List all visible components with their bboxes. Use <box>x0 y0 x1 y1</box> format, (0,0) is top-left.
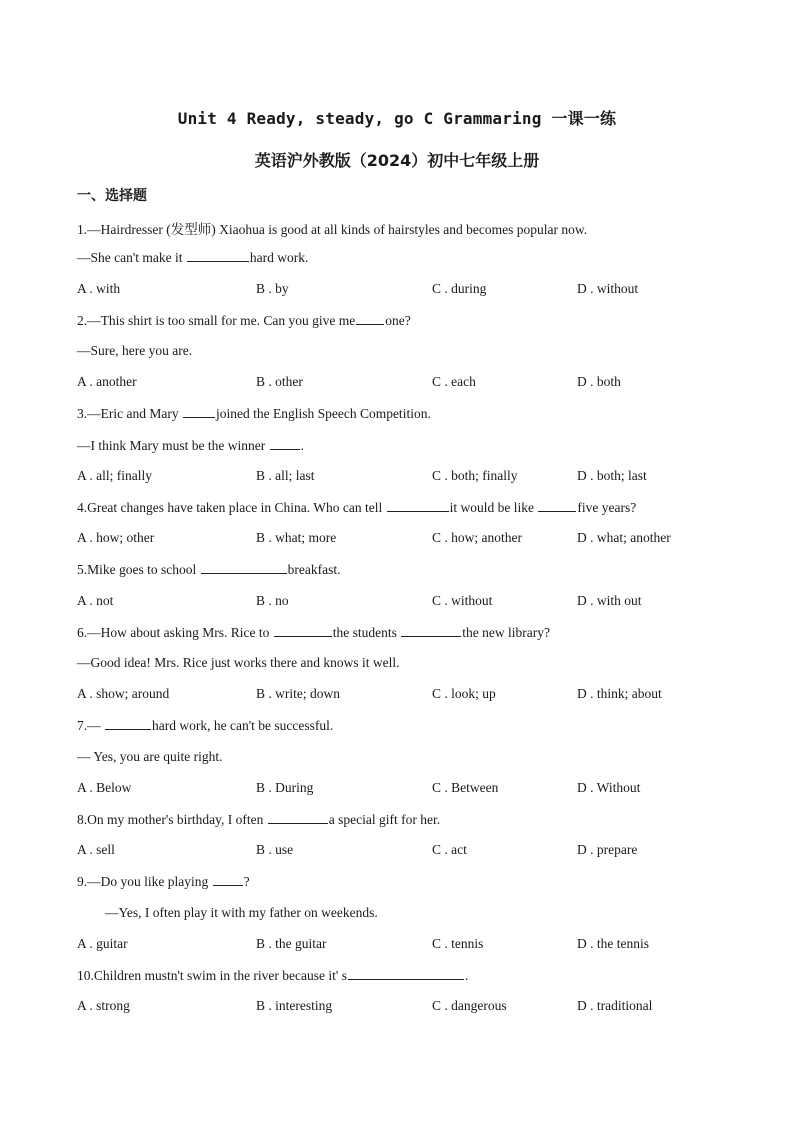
answer-blank <box>274 624 332 637</box>
question-4-option-a: A . how; other <box>77 530 155 545</box>
question-10-option-b: B . interesting <box>256 998 333 1013</box>
answer-blank <box>268 811 328 824</box>
section-heading: 一、选择题 <box>77 188 147 204</box>
question-6-stem: 6.—How about asking Mrs. Rice to the students the new library? <box>77 625 550 640</box>
page-subtitle: 英语沪外教版（2024）初中七年级上册 <box>254 151 540 170</box>
question-9-option-d: D . the tennis <box>577 936 649 951</box>
question-1-option-d: D . without <box>577 281 639 296</box>
question-8-stem: 8.On my mother's birthday, I often a special gift for her. <box>77 812 441 827</box>
question-6-option-c: C . look; up <box>432 686 496 701</box>
question-10-stem: 10.Children mustn't swim in the river because it' s . <box>77 968 469 983</box>
question-5-option-c: C . without <box>432 593 493 608</box>
question-3-option-a: A . all; finally <box>77 468 152 483</box>
question-2-option-c: C . each <box>432 374 476 389</box>
question-8-option-a: A . sell <box>77 842 115 857</box>
page-title: Unit 4 Ready, steady, go C Grammaring 一课一练 <box>177 109 617 128</box>
question-3-option-b: B . all; last <box>256 468 315 483</box>
question-3-option-c: C . both; finally <box>432 468 518 483</box>
question-7-stem: 7.— hard work, he can't be successful. <box>77 718 334 733</box>
question-4-option-c: C . how; another <box>432 530 522 545</box>
question-7-option-a: A . Below <box>77 780 132 795</box>
question-4-option-d: D . what; another <box>577 530 671 545</box>
answer-blank <box>183 405 215 418</box>
question-6-option-d: D . think; about <box>577 686 662 701</box>
answer-blank <box>187 249 249 262</box>
question-8-option-d: D . prepare <box>577 842 638 857</box>
question-1-option-c: C . during <box>432 281 487 296</box>
answer-blank <box>270 437 300 450</box>
question-9-option-c: C . tennis <box>432 936 484 951</box>
question-7-option-d: D . Without <box>577 780 641 795</box>
question-5-option-d: D . with out <box>577 593 642 608</box>
question-7-line-2: — Yes, you are quite right. <box>77 749 223 764</box>
answer-blank <box>538 499 576 512</box>
question-9-option-b: B . the guitar <box>256 936 327 951</box>
question-9-option-a: A . guitar <box>77 936 128 951</box>
question-8-option-c: C . act <box>432 842 467 857</box>
question-4-option-b: B . what; more <box>256 530 337 545</box>
answer-blank <box>356 312 384 325</box>
question-3-option-d: D . both; last <box>577 468 647 483</box>
question-9-stem: 9.—Do you like playing ? <box>77 874 250 889</box>
answer-blank <box>201 561 287 574</box>
question-1-option-b: B . by <box>256 281 289 296</box>
question-1-option-a: A . with <box>77 281 121 296</box>
question-10-option-c: C . dangerous <box>432 998 507 1013</box>
question-5-option-b: B . no <box>256 593 289 608</box>
question-8-option-b: B . use <box>256 842 294 857</box>
answer-blank <box>105 717 151 730</box>
question-7-option-c: C . Between <box>432 780 499 795</box>
question-3-stem: 3.—Eric and Mary joined the English Speech Competition. <box>77 406 431 421</box>
question-10-option-d: D . traditional <box>577 998 653 1013</box>
question-1-line-2: —She can't make it hard work. <box>77 250 309 265</box>
question-4-stem: 4.Great changes have taken place in China. Who can tell it would be like five years? <box>77 500 637 515</box>
question-3-line-2: —I think Mary must be the winner . <box>77 438 304 453</box>
question-5-option-a: A . not <box>77 593 114 608</box>
question-2-option-d: D . both <box>577 374 621 389</box>
question-10-option-a: A . strong <box>77 998 130 1013</box>
question-7-option-b: B . During <box>256 780 314 795</box>
question-2-option-a: A . another <box>77 374 137 389</box>
question-6-option-a: A . show; around <box>77 686 170 701</box>
answer-blank <box>213 873 243 886</box>
question-1-stem: 1.—Hairdresser (发型师) Xiaohua is good at all kinds of hairstyles and becomes popular now. <box>77 222 588 237</box>
question-2-option-b: B . other <box>256 374 303 389</box>
question-9-line-2: —Yes, I often play it with my father on weekends. <box>105 905 378 920</box>
question-6-line-2: —Good idea! Mrs. Rice just works there and knows it well. <box>77 655 400 670</box>
answer-blank <box>401 624 461 637</box>
answer-blank <box>348 967 464 980</box>
question-5-stem: 5.Mike goes to school breakfast. <box>77 562 341 577</box>
question-6-option-b: B . write; down <box>256 686 340 701</box>
question-2-stem: 2.—This shirt is too small for me. Can you give me one? <box>77 313 411 328</box>
answer-blank <box>387 499 449 512</box>
question-2-line-2: —Sure, here you are. <box>77 343 193 358</box>
